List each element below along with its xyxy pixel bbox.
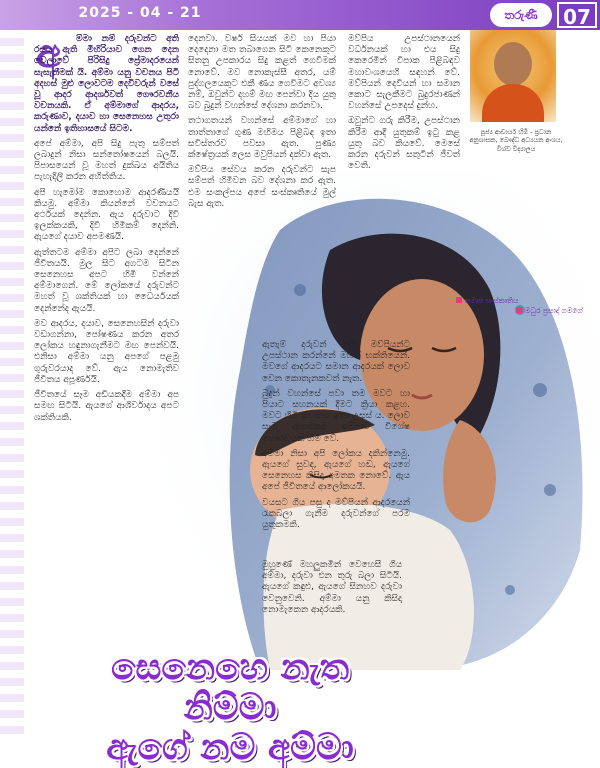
writer-marker-icon bbox=[516, 307, 522, 313]
headline-line-1: සෙනෙහෙ නැත නිම්මා bbox=[110, 647, 350, 728]
paragraph: මව ආදරය, දයාව, සෙනෙහසින් දරුවා වඩාගන්නා, පෝෂණය කරන අතර ලෝකය හඳුනාගැනීමට මඟ පෙන්වයි. එනිසා අම්මා යනු අපගේ පළමු ගුරුවරයාද වේ. ඇය නොමැතිව ජීවිතය අපූර්ණයි. bbox=[34, 318, 179, 385]
paragraph: අපි හැමෝම කොහොම ආදරණීයයි කියමු. අම්මා කියන්නේ වචනයට අර්ථයක් දෙන්න. ඇය දරුවාට දිවි ඉලක්කයකි, දිවි හිමිකම් දෙන්නි. ඇයගේ දයාව අපමණයි. bbox=[34, 187, 179, 243]
paragraph: ඇත්තටම අම්මා අපිට ලබා දෙන්නේ ජීවිතයයි. මුල සිට අගටම සිටින සෙනෙහස අපට හිමි වන්නේ අම්මාගෙන්. මේ ලෝකයේ දරුවන්ට මහත් වූ ශක්තියක් හා ධෛර්යයක් දෙන්නේද ඇයයි. bbox=[34, 247, 179, 314]
article-column-1 bbox=[34, 30, 179, 642]
headline-line-2: ඇගේ නම අම්මා bbox=[106, 727, 354, 768]
paragraph: ජීවිතයේ සෑම අඩියකදීම අම්මා අප සමඟ සිටියි. ඇයගේ ආශිර්වාදය අපට ශක්තියකි. bbox=[34, 390, 179, 423]
article-column-3 bbox=[348, 34, 460, 264]
author-caption: පූජ්‍ය ආචාර්ය හිමි - ප්‍රධාන අනුශාසක, බෞද්ධ අධ්‍යයන අංශය, විශ්ව විද්‍යාලය bbox=[469, 128, 563, 153]
left-border-decoration bbox=[0, 30, 24, 737]
page-number: 07 bbox=[557, 2, 597, 28]
paragraph: වයසට ගිය පසු ද මව්පියන් ආදරයෙන් රැකබලා ගැනීම දරුවන්ගේ පරම යුතුකමකි. bbox=[262, 497, 410, 531]
paragraph: මුහුණේ මහලුකමින් වෙහෙසී ගිය අම්මා, දරුවා එන තුරු බලා සිටියි. ඇයගේ කඳුළු, ඇයගේ සිනහව දරුවා වෙනුවෙනි. අම්මා යනු කිසිදා නොමැකෙන ආදරයකි. bbox=[262, 560, 402, 615]
paragraph: බුදුන් වහන්සේ පවා තම මවට හා පියාට සහනයක් දීමට ක්‍රියා කළහ. මවට හිමි ස්ථානය ඉතා උසස් ය. ලොව සෑම ආගමකම අම්මාට විශේෂ ගෞරවයක් හිමි වේ. bbox=[262, 388, 410, 444]
paragraph: ඇතැම් දරුවන් තම මව්පියන්ට උපස්ථාන කරන්නේ මහත් භක්තියෙන්. මවගේ ආදරයට සමාන ආදරයක් ලොව වෙන කොතැනකවත් නැත. bbox=[262, 340, 410, 384]
drop-cap: අ bbox=[36, 30, 61, 77]
paragraph: දෙනවා. වර්ෂ සියයක් මව හා පියා දෙදෙනා මත තබාගෙන සිටි කෙනෙකුට සිතනු උපකාරය සිදු කළත් ගෙවීමක් නොවේ. මව නොකැස්සී අතර, යම් පුද්ගලයෙකුට එකී ණය ගෙවිමට අවශ්‍ය නම්, ඔවුන්ට දහම් මඟ පෙන්වා දිය යුතු බව බුදුන් වහන්සේ දේශනා කරනවා. bbox=[188, 34, 336, 112]
issue-date: 2025 - 04 - 21 bbox=[78, 5, 202, 21]
paragraph: අම්මා නිසා අපි ලෝකය දකින්නෙමු. ඇයගේ සුවඳ, ඇයගේ හඬ, ඇයගේ සෙනෙහස කිසිදා අමතක නොවේ. ඇය අපේ ජීවිතයේ ආලෝකයයි. bbox=[262, 448, 410, 493]
paragraph: අපේ අම්මා, අපි සිදු පැතු සම්පත් ලබාදුන් නිසා සන්තෝෂයෙන් බලයි. පිපාසයෙන් වූ මහත් දුක්ඛය අයිතිය පැහැදිලි කරන අහිත්තිය. bbox=[34, 138, 179, 183]
paragraph: ම්මා නම් දරුවන්ට අති රසය ඇති මිහිරියාව ගෙන දෙන වෙලාවේ පිරිසිදු ප්‍රේමාදරයෙන් සැසැනීමක් යි. අම්මා යනු වචනය පිටි අදහස් මුළු ලොවටම දෙවිවරුන් වසේ වූ ආදර ආදර්ශවත් ගෞරවනීය වචනයකි. ඒ අම්මාගේ ආදරය, කරුණාව, දයාව හා සෙනෙහස උතුරා යන්නේ ඉතිහාසයේ සිටම. bbox=[34, 34, 179, 134]
article-column-2 bbox=[188, 34, 336, 334]
paragraph: මව්පිය උපස්ථානයෙන් වර්ධනයක් හා එය සිදු කෙරෙමින් විපාක පිළිබඳව මහාවංශයෙහි සඳහන් වේ. මව්පියන් දෙවියන් හා සමාන කොට සැලකීමට බුදුරජාණන් වහන්සේ උපදෙස් දුන්හ. bbox=[348, 34, 460, 112]
section-label: සමාජ සංස්කෘතිය bbox=[465, 296, 519, 305]
author-head bbox=[494, 42, 532, 86]
headline bbox=[70, 647, 390, 768]
article-column-5 bbox=[262, 560, 402, 654]
section-marker-icon bbox=[456, 297, 462, 303]
writer-name: මධුර ප්‍රසාද් ගමගේ bbox=[525, 306, 583, 315]
article-column-4 bbox=[262, 340, 410, 560]
author-photo bbox=[470, 30, 556, 122]
paragraph: තථාගතයන් වහන්සේ අම්මාගේ හා තාත්තාගේ ගුණ මහිමය පිළිබඳ ඉතා සවිස්තරව පවසා ඇත. පුණ්‍ය ක්ෂේත්‍රයක් ලෙස මවුපියන් දක්වා ඇත. bbox=[188, 116, 336, 161]
byline bbox=[456, 296, 586, 326]
magazine-brand: තරුණී bbox=[490, 3, 552, 27]
paragraph: ඔවුන්ට ගරු කිරීම, උපස්ථාන කිරීම ආදී යුතුකම් ඉටු කළ යුතු බව කියවේ. මෙසේ කරන දරුවන් සතුටින් ජීවත් වෙති. bbox=[348, 116, 460, 172]
paragraph: මව්පිය සේවය කරන දරුවන්ට සැප සම්පත් හිමිවන බව දේශනා කර ඇත. එම සංකල්පය අපේ සංස්කෘතියේ මුල් බැස ඇත. bbox=[188, 165, 336, 209]
author-robe bbox=[482, 84, 544, 122]
